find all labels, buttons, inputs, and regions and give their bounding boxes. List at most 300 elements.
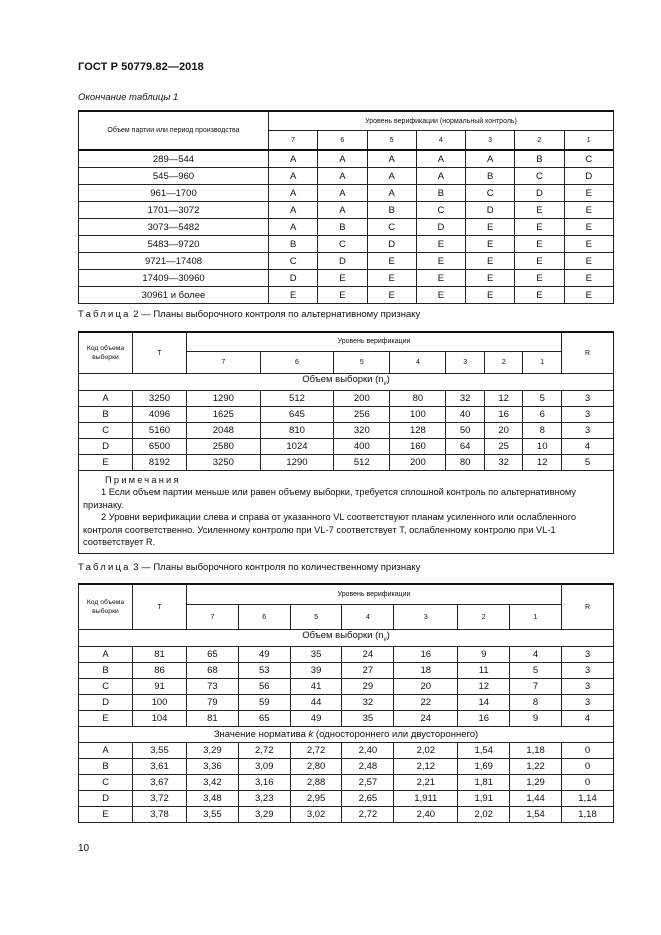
level-header-cell: 7 [269, 131, 318, 151]
value-cell: 1,29 [510, 774, 562, 790]
value-cell: 645 [260, 406, 334, 422]
table-row [79, 646, 614, 662]
t-value-cell: 4096 [133, 406, 187, 422]
value-cell: 24 [394, 710, 458, 726]
value-cell: 3,02 [290, 806, 342, 822]
code-cell: E [515, 236, 564, 253]
code-cell: B [79, 662, 133, 678]
value-cell: 53 [238, 662, 290, 678]
value-cell: 3,16 [238, 774, 290, 790]
table-row [79, 168, 614, 185]
table-row [79, 185, 614, 202]
table2-sample-label: Объем выборки (n [302, 374, 384, 385]
table2 [78, 331, 614, 554]
r-value-cell: 4 [562, 710, 614, 726]
value-cell: 27 [342, 662, 394, 678]
value-cell: 200 [334, 390, 390, 406]
value-cell: 2,80 [290, 758, 342, 774]
table1 [78, 110, 614, 304]
table3-code-header: Код объема выборки [79, 584, 133, 630]
level-header-cell: 5 [334, 351, 390, 373]
value-cell: 2,02 [458, 806, 510, 822]
table-row [79, 678, 614, 694]
code-cell: C [564, 150, 614, 168]
table2-caption [78, 309, 420, 320]
r-value-cell: 3 [562, 694, 614, 710]
value-cell: 2048 [187, 422, 261, 438]
value-cell: 2,40 [342, 742, 394, 758]
value-cell: 1024 [260, 438, 334, 454]
code-cell: E [564, 219, 614, 236]
value-cell: 1,81 [458, 774, 510, 790]
code-cell: A [269, 202, 318, 219]
level-header-cell: 7 [187, 605, 239, 630]
code-cell: C [515, 168, 564, 185]
code-cell: B [79, 758, 133, 774]
t-value-cell: 3,72 [133, 790, 187, 806]
code-cell: C [466, 185, 515, 202]
value-cell: 16 [394, 646, 458, 662]
code-cell: E [515, 270, 564, 287]
table-row [79, 454, 614, 470]
value-cell: 2,88 [290, 774, 342, 790]
value-cell: 2,57 [342, 774, 394, 790]
t-value-cell: 91 [133, 678, 187, 694]
value-cell: 35 [290, 646, 342, 662]
value-cell: 1,91 [458, 790, 510, 806]
table-row [79, 438, 614, 454]
value-cell: 3,36 [187, 758, 239, 774]
code-cell: E [466, 253, 515, 270]
level-header-cell: 3 [466, 131, 515, 151]
table3-level-header: Уровень верификации [187, 584, 562, 605]
value-cell: 65 [238, 710, 290, 726]
value-cell: 3,42 [187, 774, 239, 790]
value-cell: 320 [334, 422, 390, 438]
value-cell: 64 [446, 438, 485, 454]
code-cell: C [79, 774, 133, 790]
code-cell: D [515, 185, 564, 202]
code-cell: E [564, 270, 614, 287]
value-cell: 44 [290, 694, 342, 710]
table-row [79, 806, 614, 822]
table3-sample-sub: v [383, 636, 387, 643]
table-row [79, 694, 614, 710]
code-cell: E [416, 287, 465, 304]
table3-caption-text: 3 — Планы выборочного контроля по количественному признаку [133, 562, 421, 573]
level-header-cell: 5 [367, 131, 416, 151]
note-2: 2 Уровни верификации слева и справа от указанного VL соответствуют планам усиленного или ослабленного контроля соответственно. Усиленному контролю при VL-7 соответствует T, ослабленному контролю при VL-1 соответствует R. [83, 512, 577, 548]
code-cell: A [79, 742, 133, 758]
r-value-cell: 3 [562, 390, 614, 406]
value-cell: 1,911 [394, 790, 458, 806]
table-row [79, 150, 614, 168]
code-cell: E [515, 287, 564, 304]
table-row [79, 774, 614, 790]
value-cell: 49 [238, 646, 290, 662]
t-value-cell: 3,61 [133, 758, 187, 774]
code-cell: A [318, 150, 367, 168]
table3-k-post: (одностороннего или двустороннего) [313, 728, 479, 740]
page-number: 10 [78, 843, 90, 854]
code-cell: C [318, 236, 367, 253]
value-cell: 3,29 [238, 806, 290, 822]
value-cell: 400 [334, 438, 390, 454]
table1-col-header: Объем партии или период производства [79, 111, 269, 150]
code-cell: A [269, 219, 318, 236]
r-value-cell: 5 [562, 454, 614, 470]
code-cell: B [466, 168, 515, 185]
value-cell: 11 [458, 662, 510, 678]
t-value-cell: 86 [133, 662, 187, 678]
code-cell: D [79, 694, 133, 710]
code-cell: E [416, 236, 465, 253]
table2-notes [79, 470, 614, 553]
code-cell: A [367, 168, 416, 185]
table-row [79, 742, 614, 758]
code-cell: E [416, 253, 465, 270]
table3-k-symbol: k [308, 728, 314, 740]
value-cell: 16 [458, 710, 510, 726]
code-cell: D [367, 236, 416, 253]
level-header-cell: 1 [510, 605, 562, 630]
table-row [79, 202, 614, 219]
code-cell: C [79, 422, 133, 438]
table-row [79, 219, 614, 236]
range-cell: 5483—9720 [79, 236, 269, 253]
code-cell: E [79, 806, 133, 822]
value-cell: 81 [187, 710, 239, 726]
value-cell: 20 [484, 422, 523, 438]
level-header-cell: 7 [187, 351, 261, 373]
table-row [79, 287, 614, 304]
value-cell: 2,95 [290, 790, 342, 806]
value-cell: 32 [484, 454, 523, 470]
value-cell: 16 [484, 406, 523, 422]
code-cell: E [515, 219, 564, 236]
range-cell: 289—544 [79, 150, 269, 168]
value-cell: 1,69 [458, 758, 510, 774]
t-value-cell: 6500 [133, 438, 187, 454]
table2-sample-close: ) [386, 374, 390, 385]
code-cell: E [466, 287, 515, 304]
code-cell: E [564, 202, 614, 219]
code-cell: B [79, 406, 133, 422]
code-cell: E [564, 185, 614, 202]
level-header-cell: 2 [458, 605, 510, 630]
code-cell: A [416, 168, 465, 185]
level-header-cell: 4 [416, 131, 465, 151]
code-cell: D [269, 270, 318, 287]
value-cell: 32 [446, 390, 485, 406]
value-cell: 1,54 [458, 742, 510, 758]
level-header-cell: 4 [342, 605, 394, 630]
range-cell: 30961 и более [79, 287, 269, 304]
value-cell: 2,12 [394, 758, 458, 774]
code-cell: A [79, 646, 133, 662]
value-cell: 1625 [187, 406, 261, 422]
r-value-cell: 1,18 [562, 806, 614, 822]
range-cell: 545—960 [79, 168, 269, 185]
code-cell: E [269, 287, 318, 304]
code-cell: A [269, 185, 318, 202]
note-1: 1 Если объем партии меньше или равен объему выборки, требуется сплошной контроль по альтернативному признаку. [83, 487, 577, 510]
value-cell: 1,44 [510, 790, 562, 806]
t-value-cell: 3,78 [133, 806, 187, 822]
code-cell: C [269, 253, 318, 270]
table3-sample-close: ) [386, 630, 390, 641]
value-cell: 12 [484, 390, 523, 406]
value-cell: 1290 [260, 454, 334, 470]
code-cell: B [269, 236, 318, 253]
code-cell: A [367, 185, 416, 202]
value-cell: 3,48 [187, 790, 239, 806]
value-cell: 3,55 [187, 806, 239, 822]
value-cell: 65 [187, 646, 239, 662]
code-cell: E [515, 253, 564, 270]
value-cell: 2,65 [342, 790, 394, 806]
code-cell: D [466, 202, 515, 219]
value-cell: 1,18 [510, 742, 562, 758]
value-cell: 3,29 [187, 742, 239, 758]
table-row [79, 253, 614, 270]
r-value-cell: 0 [562, 742, 614, 758]
r-value-cell: 0 [562, 774, 614, 790]
table-row [79, 758, 614, 774]
table3-k-pre: Значение норматива [213, 728, 309, 740]
table3-caption-word: Таблица [78, 562, 131, 573]
code-cell: E [79, 454, 133, 470]
document-header: ГОСТ Р 50779.82—2018 [78, 61, 204, 73]
value-cell: 512 [334, 454, 390, 470]
value-cell: 22 [394, 694, 458, 710]
value-cell: 5 [510, 662, 562, 678]
level-header-cell: 5 [290, 605, 342, 630]
value-cell: 39 [290, 662, 342, 678]
r-value-cell: 3 [562, 646, 614, 662]
t-value-cell: 104 [133, 710, 187, 726]
value-cell: 12 [458, 678, 510, 694]
table2-sample-sub: v [383, 380, 387, 387]
table2-level-header: Уровень верификации [187, 332, 562, 351]
value-cell: 2,72 [342, 806, 394, 822]
code-cell: E [318, 287, 367, 304]
code-cell: E [416, 270, 465, 287]
value-cell: 9 [458, 646, 510, 662]
code-cell: E [564, 236, 614, 253]
table-row [79, 710, 614, 726]
code-cell: A [269, 150, 318, 168]
table-row [79, 270, 614, 287]
table2-r-header: R [562, 332, 614, 374]
table3-sample-header [79, 630, 614, 647]
table1-caption: Окончание таблицы 1 [78, 92, 179, 103]
code-cell: A [269, 168, 318, 185]
t-value-cell: 3,67 [133, 774, 187, 790]
t-value-cell: 3250 [133, 390, 187, 406]
code-cell: D [79, 790, 133, 806]
table2-t-header: T [133, 332, 187, 374]
value-cell: 2,72 [290, 742, 342, 758]
value-cell: 3,23 [238, 790, 290, 806]
r-value-cell: 3 [562, 406, 614, 422]
value-cell: 68 [187, 662, 239, 678]
r-value-cell: 3 [562, 662, 614, 678]
table3-caption [78, 562, 420, 573]
code-cell: B [416, 185, 465, 202]
table-row [79, 406, 614, 422]
value-cell: 18 [394, 662, 458, 678]
table-row [79, 790, 614, 806]
table-row [79, 390, 614, 406]
level-header-cell: 6 [318, 131, 367, 151]
value-cell: 2,48 [342, 758, 394, 774]
value-cell: 79 [187, 694, 239, 710]
code-cell: D [318, 253, 367, 270]
code-cell: E [79, 710, 133, 726]
level-header-cell: 4 [390, 351, 446, 373]
code-cell: E [466, 219, 515, 236]
table2-caption-text: 2 — Планы выборочного контроля по альтернативному признаку [133, 309, 421, 320]
code-cell: A [416, 150, 465, 168]
value-cell: 810 [260, 422, 334, 438]
code-cell: E [367, 287, 416, 304]
code-cell: C [416, 202, 465, 219]
code-cell: C [79, 678, 133, 694]
value-cell: 35 [342, 710, 394, 726]
value-cell: 80 [446, 454, 485, 470]
code-cell: E [564, 287, 614, 304]
value-cell: 20 [394, 678, 458, 694]
code-cell: A [79, 390, 133, 406]
code-cell: A [367, 150, 416, 168]
level-header-cell: 3 [394, 605, 458, 630]
code-cell: B [367, 202, 416, 219]
level-header-cell: 1 [523, 351, 562, 373]
range-cell: 9721—17408 [79, 253, 269, 270]
table2-code-header: Код объема выборки [79, 332, 133, 374]
range-cell: 1701—3072 [79, 202, 269, 219]
value-cell: 6 [523, 406, 562, 422]
code-cell: E [515, 202, 564, 219]
table2-sample-header [79, 374, 614, 391]
value-cell: 24 [342, 646, 394, 662]
code-cell: A [318, 202, 367, 219]
value-cell: 73 [187, 678, 239, 694]
value-cell: 512 [260, 390, 334, 406]
value-cell: 49 [290, 710, 342, 726]
t-value-cell: 8192 [133, 454, 187, 470]
value-cell: 200 [390, 454, 446, 470]
value-cell: 9 [510, 710, 562, 726]
t-value-cell: 5160 [133, 422, 187, 438]
table2-caption-word: Таблица [78, 309, 131, 320]
r-value-cell: 3 [562, 422, 614, 438]
table3 [78, 583, 614, 823]
r-value-cell: 3 [562, 678, 614, 694]
t-value-cell: 81 [133, 646, 187, 662]
range-cell: 17409—30960 [79, 270, 269, 287]
notes-title: Примечания [105, 474, 181, 485]
value-cell: 25 [484, 438, 523, 454]
level-header-cell: 6 [238, 605, 290, 630]
value-cell: 1,54 [510, 806, 562, 822]
table3-t-header: T [133, 584, 187, 630]
value-cell: 2,40 [394, 806, 458, 822]
code-cell: D [79, 438, 133, 454]
value-cell: 41 [290, 678, 342, 694]
table3-r-header: R [562, 584, 614, 630]
table-row [79, 236, 614, 253]
value-cell: 100 [390, 406, 446, 422]
table3-k-header [79, 726, 614, 742]
level-header-cell: 6 [260, 351, 334, 373]
value-cell: 2,21 [394, 774, 458, 790]
level-header-cell: 3 [446, 351, 485, 373]
value-cell: 2580 [187, 438, 261, 454]
value-cell: 1290 [187, 390, 261, 406]
value-cell: 56 [238, 678, 290, 694]
value-cell: 10 [523, 438, 562, 454]
value-cell: 32 [342, 694, 394, 710]
t-value-cell: 100 [133, 694, 187, 710]
value-cell: 29 [342, 678, 394, 694]
table-row [79, 422, 614, 438]
level-header-cell: 2 [515, 131, 564, 151]
value-cell: 4 [510, 646, 562, 662]
value-cell: 12 [523, 454, 562, 470]
value-cell: 7 [510, 678, 562, 694]
code-cell: E [466, 236, 515, 253]
code-cell: E [564, 253, 614, 270]
code-cell: D [564, 168, 614, 185]
value-cell: 1,22 [510, 758, 562, 774]
table-row [79, 662, 614, 678]
t-value-cell: 3,55 [133, 742, 187, 758]
range-cell: 961—1700 [79, 185, 269, 202]
value-cell: 8 [510, 694, 562, 710]
code-cell: E [367, 270, 416, 287]
value-cell: 80 [390, 390, 446, 406]
code-cell: A [466, 150, 515, 168]
value-cell: 3,09 [238, 758, 290, 774]
code-cell: B [318, 219, 367, 236]
value-cell: 3250 [187, 454, 261, 470]
value-cell: 5 [523, 390, 562, 406]
value-cell: 14 [458, 694, 510, 710]
level-header-cell: 1 [564, 131, 614, 151]
value-cell: 256 [334, 406, 390, 422]
value-cell: 160 [390, 438, 446, 454]
code-cell: B [515, 150, 564, 168]
r-value-cell: 4 [562, 438, 614, 454]
value-cell: 128 [390, 422, 446, 438]
value-cell: 8 [523, 422, 562, 438]
table3-sample-label: Объем выборки (n [302, 630, 384, 641]
code-cell: E [466, 270, 515, 287]
table1-level-header: Уровень верификации (нормальный контроль) [269, 111, 614, 131]
r-value-cell: 1,14 [562, 790, 614, 806]
code-cell: E [367, 253, 416, 270]
level-header-cell: 2 [484, 351, 523, 373]
range-cell: 3073—5482 [79, 219, 269, 236]
code-cell: E [318, 270, 367, 287]
code-cell: D [416, 219, 465, 236]
value-cell: 40 [446, 406, 485, 422]
code-cell: A [318, 168, 367, 185]
value-cell: 50 [446, 422, 485, 438]
value-cell: 59 [238, 694, 290, 710]
